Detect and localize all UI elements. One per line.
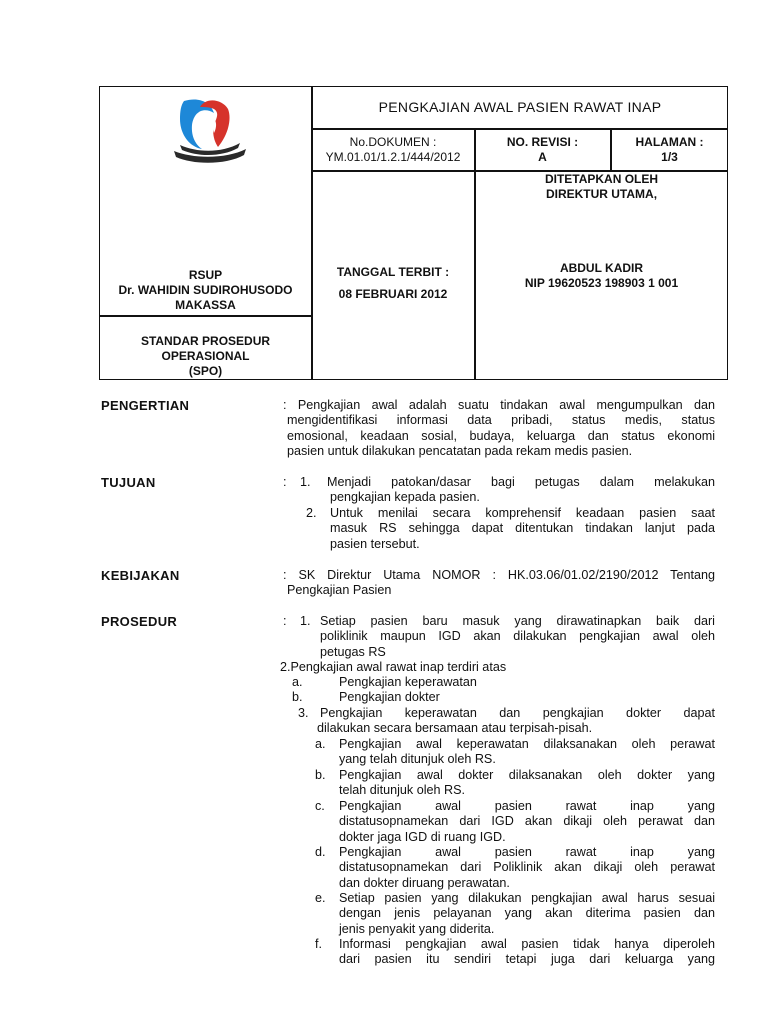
text-line: : SK Direktur Utama NOMOR : HK.03.06/01.02/2190/2012 Tentang bbox=[283, 568, 715, 582]
list-item: Pengkajian dokter bbox=[339, 690, 440, 704]
spo-line: STANDAR PROSEDUR bbox=[140, 334, 271, 348]
list-letter: a. bbox=[292, 675, 303, 689]
text-line: : Pengkajian awal adalah suatu tindakan awal mengumpulkan dan bbox=[283, 398, 715, 412]
list-item bbox=[339, 768, 715, 799]
list-number: 1. bbox=[300, 475, 311, 489]
page-label: HALAMAN : bbox=[635, 135, 704, 149]
list-letter: d. bbox=[315, 845, 326, 859]
document-number bbox=[312, 135, 474, 165]
revision-value: A bbox=[538, 150, 547, 164]
text-line: dilakukan secara bersamaan atau terpisah-pisah. bbox=[317, 721, 593, 736]
prosedur-item-1 bbox=[320, 614, 715, 660]
text-line: dokter jaga IGD di ruang IGD. bbox=[339, 829, 506, 844]
document-number-value: YM.01.01/1.2.1/444/2012 bbox=[325, 150, 461, 164]
section-label-prosedur: PROSEDUR bbox=[101, 614, 178, 629]
document-header-table bbox=[99, 86, 728, 380]
list-item bbox=[339, 937, 715, 968]
institution-line: Dr. WAHIDIN SUDIROHUSODO bbox=[118, 283, 293, 297]
signer-name: ABDUL KADIR bbox=[559, 261, 644, 275]
list-letter: b. bbox=[292, 690, 303, 704]
text-line: jenis penyakit yang diderita. bbox=[339, 921, 495, 936]
text-line: Pengkajian awal pasien rawat inap yang bbox=[339, 799, 715, 813]
list-letter: a. bbox=[315, 737, 326, 751]
text-line: petugas RS bbox=[320, 644, 386, 659]
list-letter: b. bbox=[315, 768, 326, 782]
text-line: Pengkajian keperawatan dan pengkajian dokter dapat bbox=[320, 706, 715, 720]
section-label-kebijakan: KEBIJAKAN bbox=[101, 568, 180, 583]
issue-date bbox=[312, 261, 474, 305]
text-line: Menjadi patokan/dasar bagi petugas dalam melakukan bbox=[327, 475, 715, 489]
section-label-tujuan: TUJUAN bbox=[101, 475, 156, 490]
text-line: dan dokter diruang perawatan. bbox=[339, 875, 510, 890]
text-line: Informasi pengkajian awal pasien tidak hanya diperoleh bbox=[339, 937, 715, 951]
text-line: mengidentifikasi informasi data pribadi, status medis, status bbox=[287, 413, 715, 428]
divider bbox=[311, 128, 728, 130]
institution-name bbox=[100, 268, 311, 313]
section-kebijakan bbox=[283, 568, 715, 599]
list-item bbox=[339, 845, 715, 891]
institution-line: MAKASSA bbox=[175, 298, 236, 312]
hospital-logo-icon bbox=[170, 95, 250, 172]
list-letter: c. bbox=[315, 799, 325, 813]
issue-date-label: TANGGAL TERBIT : bbox=[336, 265, 450, 279]
page-value: 1/3 bbox=[661, 150, 678, 164]
text-line: yang telah ditunjuk oleh RS. bbox=[339, 752, 496, 767]
page-title: PENGKAJIAN AWAL PASIEN RAWAT INAP bbox=[378, 99, 662, 115]
list-letter: e. bbox=[315, 891, 326, 905]
text-line: masuk RS sehingga dapat ditentukan tindakan lanjut pada bbox=[330, 521, 715, 536]
section-label-pengertian: PENGERTIAN bbox=[101, 398, 190, 413]
text-line: pasien tersebut. bbox=[330, 536, 420, 551]
list-item bbox=[339, 891, 715, 937]
signer bbox=[475, 261, 728, 291]
list-letter: f. bbox=[315, 937, 322, 951]
list-number: 3. bbox=[298, 706, 309, 720]
text-line: distatusopnamekan dari Poliklinik akan dikaji oleh perawat bbox=[339, 860, 715, 875]
list-item bbox=[339, 799, 715, 845]
text-line: pasien untuk dilakukan pencatatan pada rekam medis pasien. bbox=[287, 444, 633, 459]
spo-line: (SPO) bbox=[188, 364, 223, 378]
list-number: 2. bbox=[306, 506, 317, 520]
colon: : bbox=[283, 475, 287, 489]
text-line: Pengkajian awal dokter dilaksanakan oleh dokter yang bbox=[339, 768, 715, 782]
prosedur-item-2: 2.Pengkajian awal rawat inap terdiri atas bbox=[280, 660, 507, 674]
revision-number bbox=[475, 135, 610, 165]
text-line: poliklinik maupun IGD akan dilakukan pengkajian awal oleh bbox=[320, 629, 715, 644]
text-line: telah ditunjuk oleh RS. bbox=[339, 783, 466, 798]
document-number-label: No.DOKUMEN : bbox=[349, 135, 437, 149]
colon: : bbox=[283, 614, 287, 628]
list-item bbox=[339, 737, 715, 768]
text-line: Pengkajian awal pasien rawat inap yang bbox=[339, 845, 715, 859]
text-line: Untuk menilai secara komprehensif keadaan pasien saat bbox=[330, 506, 715, 520]
spo-line: OPERASIONAL bbox=[161, 349, 250, 363]
divider bbox=[311, 87, 313, 379]
text-line: Setiap pasien baru masuk yang dirawatinapkan baik dari bbox=[320, 614, 715, 628]
text-line: Pengkajian Pasien bbox=[287, 583, 392, 598]
text-line: pengkajian kepada pasien. bbox=[330, 490, 480, 505]
signer-nip: NIP 19620523 198903 1 001 bbox=[524, 276, 679, 290]
approval-heading bbox=[475, 172, 728, 202]
tujuan-item-1 bbox=[327, 475, 715, 506]
spo-label bbox=[100, 334, 311, 379]
page-number bbox=[611, 135, 728, 165]
revision-label: NO. REVISI : bbox=[506, 135, 579, 149]
text-line: distatusopnamekan dari IGD akan dikaji oleh perawat dan bbox=[339, 814, 715, 829]
divider bbox=[474, 128, 476, 379]
approval-line: DITETAPKAN OLEH bbox=[544, 172, 659, 186]
divider bbox=[100, 315, 312, 317]
section-pengertian bbox=[283, 398, 715, 460]
institution-line: RSUP bbox=[188, 268, 223, 282]
list-item: Pengkajian keperawatan bbox=[339, 675, 477, 689]
text-line: dari pasien itu sendiri tetapi juga dari keluarga yang bbox=[339, 952, 715, 967]
text-line: dengan jenis pelayanan yang akan diterima pasien dan bbox=[339, 906, 715, 921]
approval-line: DIREKTUR UTAMA, bbox=[545, 187, 658, 201]
list-number: 1. bbox=[300, 614, 311, 628]
text-line: Setiap pasien yang dilakukan pengkajian awal harus sesuai bbox=[339, 891, 715, 905]
text-line: Pengkajian awal keperawatan dilaksanakan oleh perawat bbox=[339, 737, 715, 751]
prosedur-item-3 bbox=[317, 706, 715, 737]
tujuan-item-2 bbox=[330, 506, 715, 552]
issue-date-value: 08 FEBRUARI 2012 bbox=[338, 287, 448, 301]
text-line: emosional, keadaan sosial, budaya, keluarga dan status ekonomi bbox=[287, 428, 715, 443]
